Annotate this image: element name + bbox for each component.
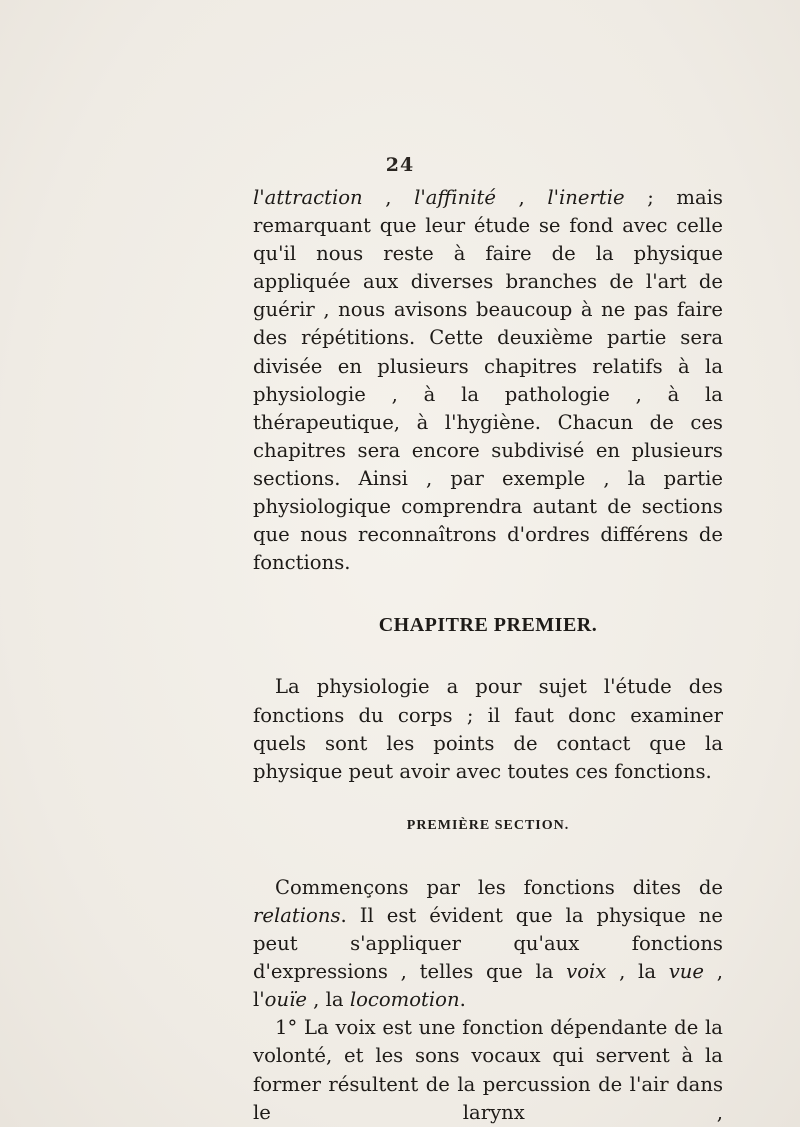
text-run: ,: [495, 186, 548, 209]
text-run: ,: [362, 186, 415, 209]
term-relations: relations: [253, 903, 341, 927]
term-ouie: ouïe: [264, 988, 307, 1012]
text-run: , la: [606, 960, 669, 984]
term-affinite: l'affinité: [414, 186, 496, 209]
term-attraction: l'attraction: [253, 186, 363, 209]
term-inertie: l'inertie: [547, 186, 625, 209]
chapter-title: CHAPITRE PREMIER.: [378, 614, 598, 637]
paragraph-intro: [253, 184, 723, 577]
text-run: , la: [306, 988, 350, 1012]
text-run: Commençons par les fonctions dites de: [275, 875, 723, 899]
term-vue: vue: [668, 960, 705, 984]
text-run: .: [459, 988, 466, 1012]
term-locomotion: locomotion: [349, 988, 460, 1012]
paragraph-voix: 1° La voix est une fonction dépendante de la volonté, et les sons vocaux qui servent à la former résultent de la percussion de l'air dans le larynx ,: [253, 1016, 723, 1124]
spacer: [253, 639, 723, 673]
text-run: . Il est évident que la physique ne peut s'appliquer qu'aux fonctions d'expressions , telles que la: [253, 903, 723, 984]
page-text: [253, 184, 723, 1127]
text-run: ; mais remarquant que leur étude se fond avec celle qu'il nous reste à faire de la physique appliquée aux diverses branches de l'art de guérir , nous avisons beaucoup à ne pas faire des répétitions. Cette deuxième partie sera divisée en plusieurs chapitres relatifs à la physiologie , à la pathologie , à la thérapeutique, à l'hygiène. Chacun de ces chapitres sera encore subdivisé en plusieurs sections. Ainsi , par exemple , la partie physiologique comprendra autant de sections que nous reconnaîtrons d'ordres différens de fonctions.: [253, 186, 723, 575]
section-title: PREMIÈRE SECTION.: [406, 817, 570, 833]
paragraph-physiologie: La physiologie a pour sujet l'étude des fonctions du corps ; il faut donc examiner quels sont les points de contact que la physique peut avoir avec toutes ces fonctions.: [253, 675, 723, 783]
term-voix: voix: [566, 960, 607, 984]
page-number: 24: [385, 154, 415, 176]
paragraph-relations: [253, 874, 723, 1014]
text-run: , l': [253, 960, 723, 1012]
